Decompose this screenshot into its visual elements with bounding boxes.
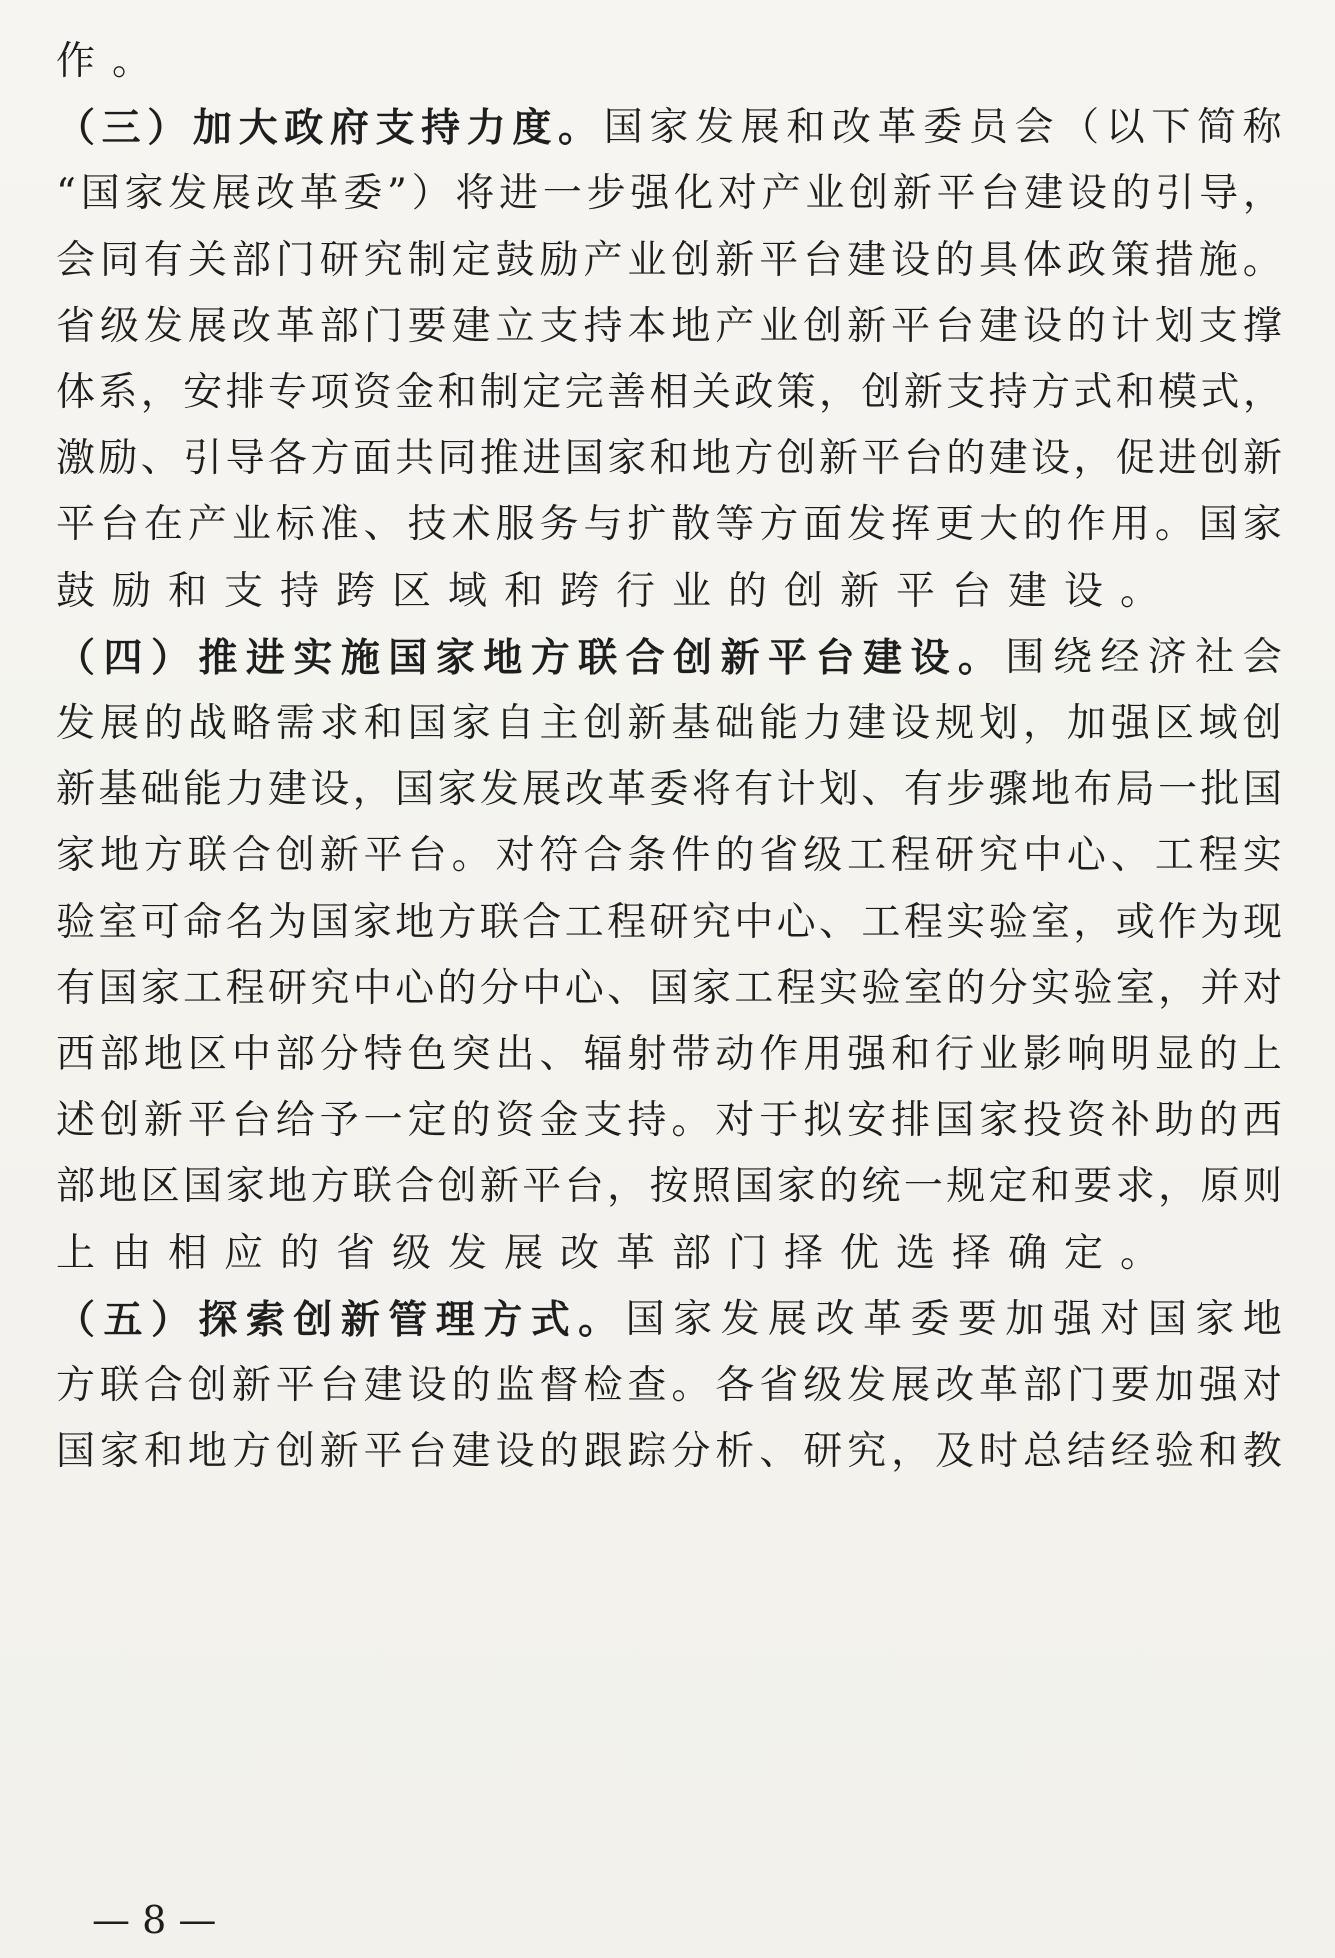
text-line: 会 同 有 关 部 门 研 究 制 定 鼓 励 产 业 创 新 平 台 建 设 的 具 体 政 策 措 施 。 [56, 237, 1282, 283]
text-line: 方 联 合 创 新 平 台 建 设 的 监 督 检 查 。 各 省 级 发 展 改 革 部 门 要 加 强 对 [56, 1363, 1282, 1408]
text-line: 发 展 的 战 略 需 求 和 国 家 自 主 创 新 基 础 能 力 建 设 规 划 ， 加 强 区 域 创 [56, 701, 1282, 746]
text-line: （ 五 ） 探 索 创 新 管 理 方 式 。 国 家 发 展 改 革 委 要 加 强 对 国 家 地 [56, 1296, 1282, 1343]
text-line: 部 地 区 国 家 地 方 联 合 创 新 平 台 ， 按 照 国 家 的 统 一 规 定 和 要 求 ， 原 则 [56, 1164, 1282, 1210]
text-line: “ 国 家 发 展 改 革 委 ” ） 将 进 一 步 强 化 对 产 业 创 新 平 台 建 设 的 引 导 ， [56, 171, 1282, 217]
text-line: 国 家 和 地 方 创 新 平 台 建 设 的 跟 踪 分 析 、 研 究 ， 及 时 总 结 经 验 和 教 [56, 1429, 1282, 1475]
text-line: （ 四 ） 推 进 实 施 国 家 地 方 联 合 创 新 平 台 建 设 。 围 绕 经 济 社 会 [56, 634, 1282, 681]
text-line [56, 1230, 1176, 1278]
text-line: 西 部 地 区 中 部 分 特 色 突 出 、 辐 射 带 动 作 用 强 和 行 业 影 响 明 显 的 上 [56, 1032, 1282, 1077]
text-line: 述 创 新 平 台 给 予 一 定 的 资 金 支 持 。 对 于 拟 安 排 国 家 投 资 补 助 的 西 [56, 1098, 1282, 1144]
line-text: 鼓励和支持跨区域和跨行业的创新平台建设。 [56, 568, 1177, 614]
text-line: 省 级 发 展 改 革 部 门 要 建 立 支 持 本 地 产 业 创 新 平 台 建 设 的 计 划 支 撑 [56, 303, 1282, 349]
text-line: 家 地 方 联 合 创 新 平 台 。 对 符 合 条 件 的 省 级 工 程 研 究 中 心 、 工 程 实 [56, 833, 1282, 879]
text-line: 验 室 可 命 名 为 国 家 地 方 联 合 工 程 研 究 中 心 、 工 程 实 验 室 ， 或 作 为 现 [56, 899, 1282, 945]
text-line [56, 38, 168, 86]
text-line: （ 三 ） 加 大 政 府 支 持 力 度 。 国 家 发 展 和 改 革 委 员 会 （ 以 下 简 称 [56, 105, 1282, 152]
text-line: 激 励 、 引 导 各 方 面 共 同 推 进 国 家 和 地 方 创 新 平 台 的 建 设 ， 促 进 创 新 [56, 436, 1282, 482]
text-line: 体 系 ， 安 排 专 项 资 金 和 制 定 完 善 相 关 政 策 ， 创 新 支 持 方 式 和 模 式 ， [56, 370, 1282, 415]
text-line [56, 568, 1176, 616]
line-text: 上由相应的省级发展改革部门择优选择确定。 [56, 1230, 1177, 1276]
text-line: 新 基 础 能 力 建 设 ， 国 家 发 展 改 革 委 将 有 计 划 、 有 步 骤 地 布 局 一 批 国 [56, 767, 1282, 813]
text-line: 平 台 在 产 业 标 准 、 技 术 服 务 与 扩 散 等 方 面 发 挥 更 大 的 作 用 。 国 家 [56, 502, 1282, 548]
line-text: 作。 [56, 39, 169, 84]
page-number: — 8 — [92, 1898, 217, 1942]
text-line: 有 国 家 工 程 研 究 中 心 的 分 中 心 、 国 家 工 程 实 验 室 的 分 实 验 室 ， 并 对 [56, 965, 1282, 1011]
